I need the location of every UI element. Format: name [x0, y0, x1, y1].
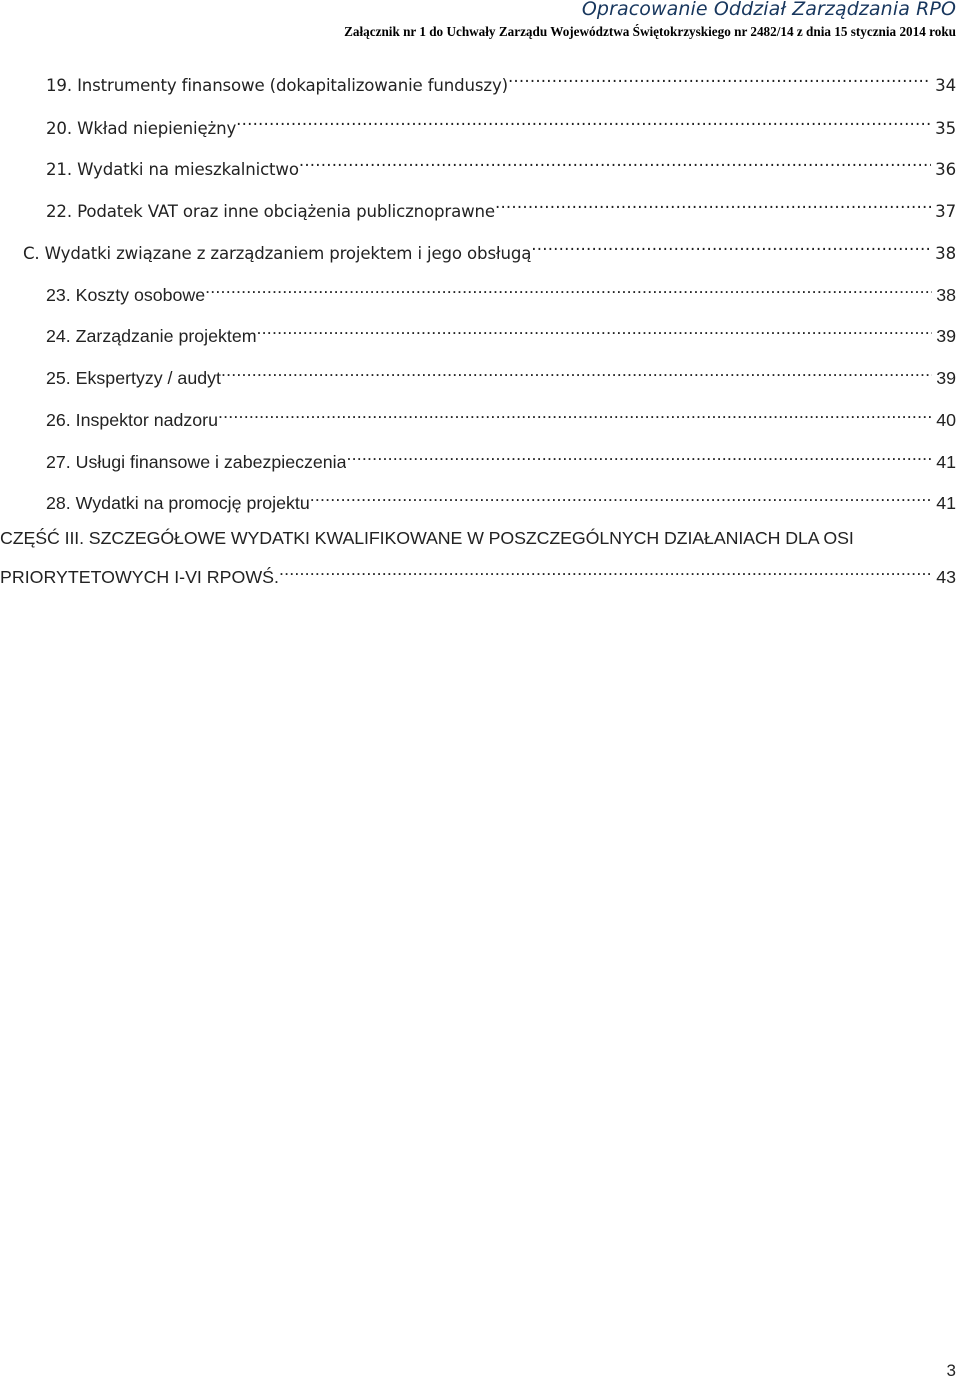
toc-entry-label: 21. Wydatki na mieszkalnictwo: [46, 160, 299, 179]
toc-entry-label: 23. Koszty osobowe: [46, 285, 206, 305]
toc-entry-label: 28. Wydatki na promocję projektu: [46, 493, 310, 513]
toc-entry-27[interactable]: [46, 446, 956, 473]
dot-leader: [346, 446, 932, 468]
dot-leader: [508, 69, 931, 91]
toc-entry-label: 27. Usługi finansowe i zabezpieczenia: [46, 452, 347, 472]
toc-entry-19[interactable]: [46, 69, 956, 97]
toc-entry-label: 24. Zarządzanie projektem: [46, 326, 257, 346]
toc-part-title-line1: CZĘŚĆ III. SZCZEGÓŁOWE WYDATKI KWALIFIKOWANE W POSZCZEGÓLNYCH DZIAŁANIACH DLA OSI: [0, 528, 854, 548]
dot-leader: [257, 320, 933, 342]
page-number: 3: [946, 1361, 956, 1380]
toc-entry-page: 41: [936, 493, 956, 513]
toc-entry-page: 37: [935, 202, 956, 221]
toc-entry-label: PRIORYTETOWYCH I-VI RPOWŚ.: [0, 567, 279, 587]
toc-entry-label: 19. Instrumenty finansowe (dokapitalizowanie funduszy): [46, 76, 508, 95]
toc-entry-22[interactable]: [46, 195, 956, 223]
toc-entry-label: 20. Wkład niepieniężny: [46, 119, 237, 138]
header-title: Opracowanie Oddział Zarządzania RPO: [581, 0, 956, 20]
dot-leader: [531, 237, 931, 259]
toc-entry-28[interactable]: [46, 487, 956, 514]
toc-entry-21[interactable]: [46, 153, 956, 181]
toc-entry-label: C. Wydatki związane z zarządzaniem projektem i jego obsługą: [23, 244, 532, 263]
toc-entry-26[interactable]: [46, 404, 956, 431]
toc-entry-page: 39: [936, 368, 956, 388]
toc-entry-page: 36: [935, 160, 956, 179]
dot-leader: [205, 279, 932, 301]
toc-entry-c[interactable]: [23, 237, 956, 265]
dot-leader: [495, 195, 931, 217]
toc-entry-page: 38: [936, 285, 956, 305]
dot-leader: [218, 404, 932, 426]
header-subtitle: Załącznik nr 1 do Uchwały Zarządu Województwa Świętokrzyskiego nr 2482/14 z dnia 15 stycznia 2014 roku: [344, 24, 956, 39]
toc-entry-label: 26. Inspektor nadzoru: [46, 410, 218, 430]
dot-leader: [279, 561, 932, 583]
toc-entry-20[interactable]: [46, 112, 956, 140]
dot-leader: [310, 487, 932, 509]
toc-entry-page: 38: [935, 244, 956, 263]
toc-entry-page: 35: [935, 119, 956, 138]
toc-entry-page: 39: [936, 326, 956, 346]
toc-entry-page: 40: [936, 410, 956, 430]
toc-entry-page: 34: [935, 76, 956, 95]
dot-leader: [299, 153, 931, 175]
toc-entry-24[interactable]: [46, 320, 956, 347]
toc-entry-23[interactable]: [46, 279, 956, 306]
dot-leader: [221, 362, 932, 384]
toc-entry-25[interactable]: [46, 362, 956, 389]
toc-part-title-line2-row: [0, 561, 956, 588]
toc-entry-label: 25. Ekspertyzy / audyt: [46, 368, 221, 388]
toc-entry-label: 22. Podatek VAT oraz inne obciążenia publicznoprawne: [46, 202, 495, 221]
toc-entry-page: 41: [936, 452, 956, 472]
dot-leader: [236, 112, 931, 134]
toc-entry-page: 43: [936, 567, 956, 587]
